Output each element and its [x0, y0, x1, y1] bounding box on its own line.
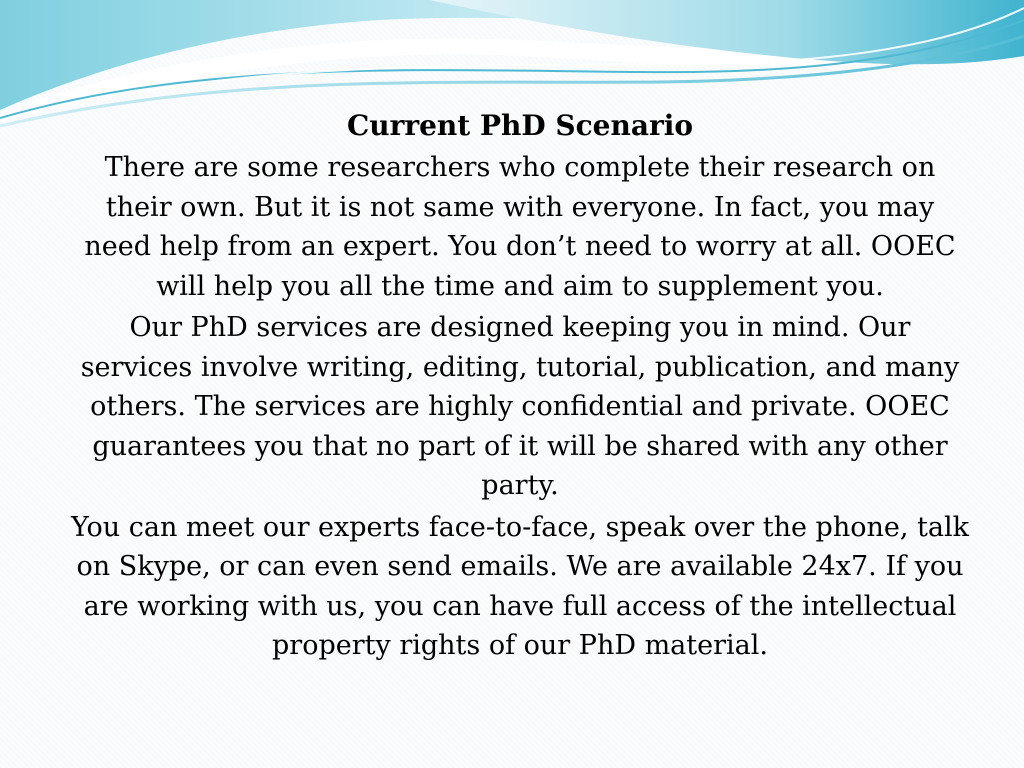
slide-title: Current PhD Scenario — [346, 109, 694, 142]
slide-content — [70, 108, 970, 668]
paragraph-2: Our PhD services are designed keeping you in mind. Our services involve writing, editing, tutorial, publication, and many others. The services are highly confidential and private. OOEC guarantees you that no part of it will be shared with any other party. — [80, 312, 960, 501]
paragraph-3: You can meet our experts face-to-face, speak over the phone, talk on Skype, or can even send emails. We are available 24x7. If you are working with us, you can have full access of the intellectual property rights of our PhD material. — [71, 511, 969, 661]
paragraph-1: There are some researchers who complete their research on their own. But it is not same with everyone. In fact, you may need help from an expert. You don’t need to worry at all. OOEC will help you all the time and aim to supplement you. — [84, 152, 956, 302]
